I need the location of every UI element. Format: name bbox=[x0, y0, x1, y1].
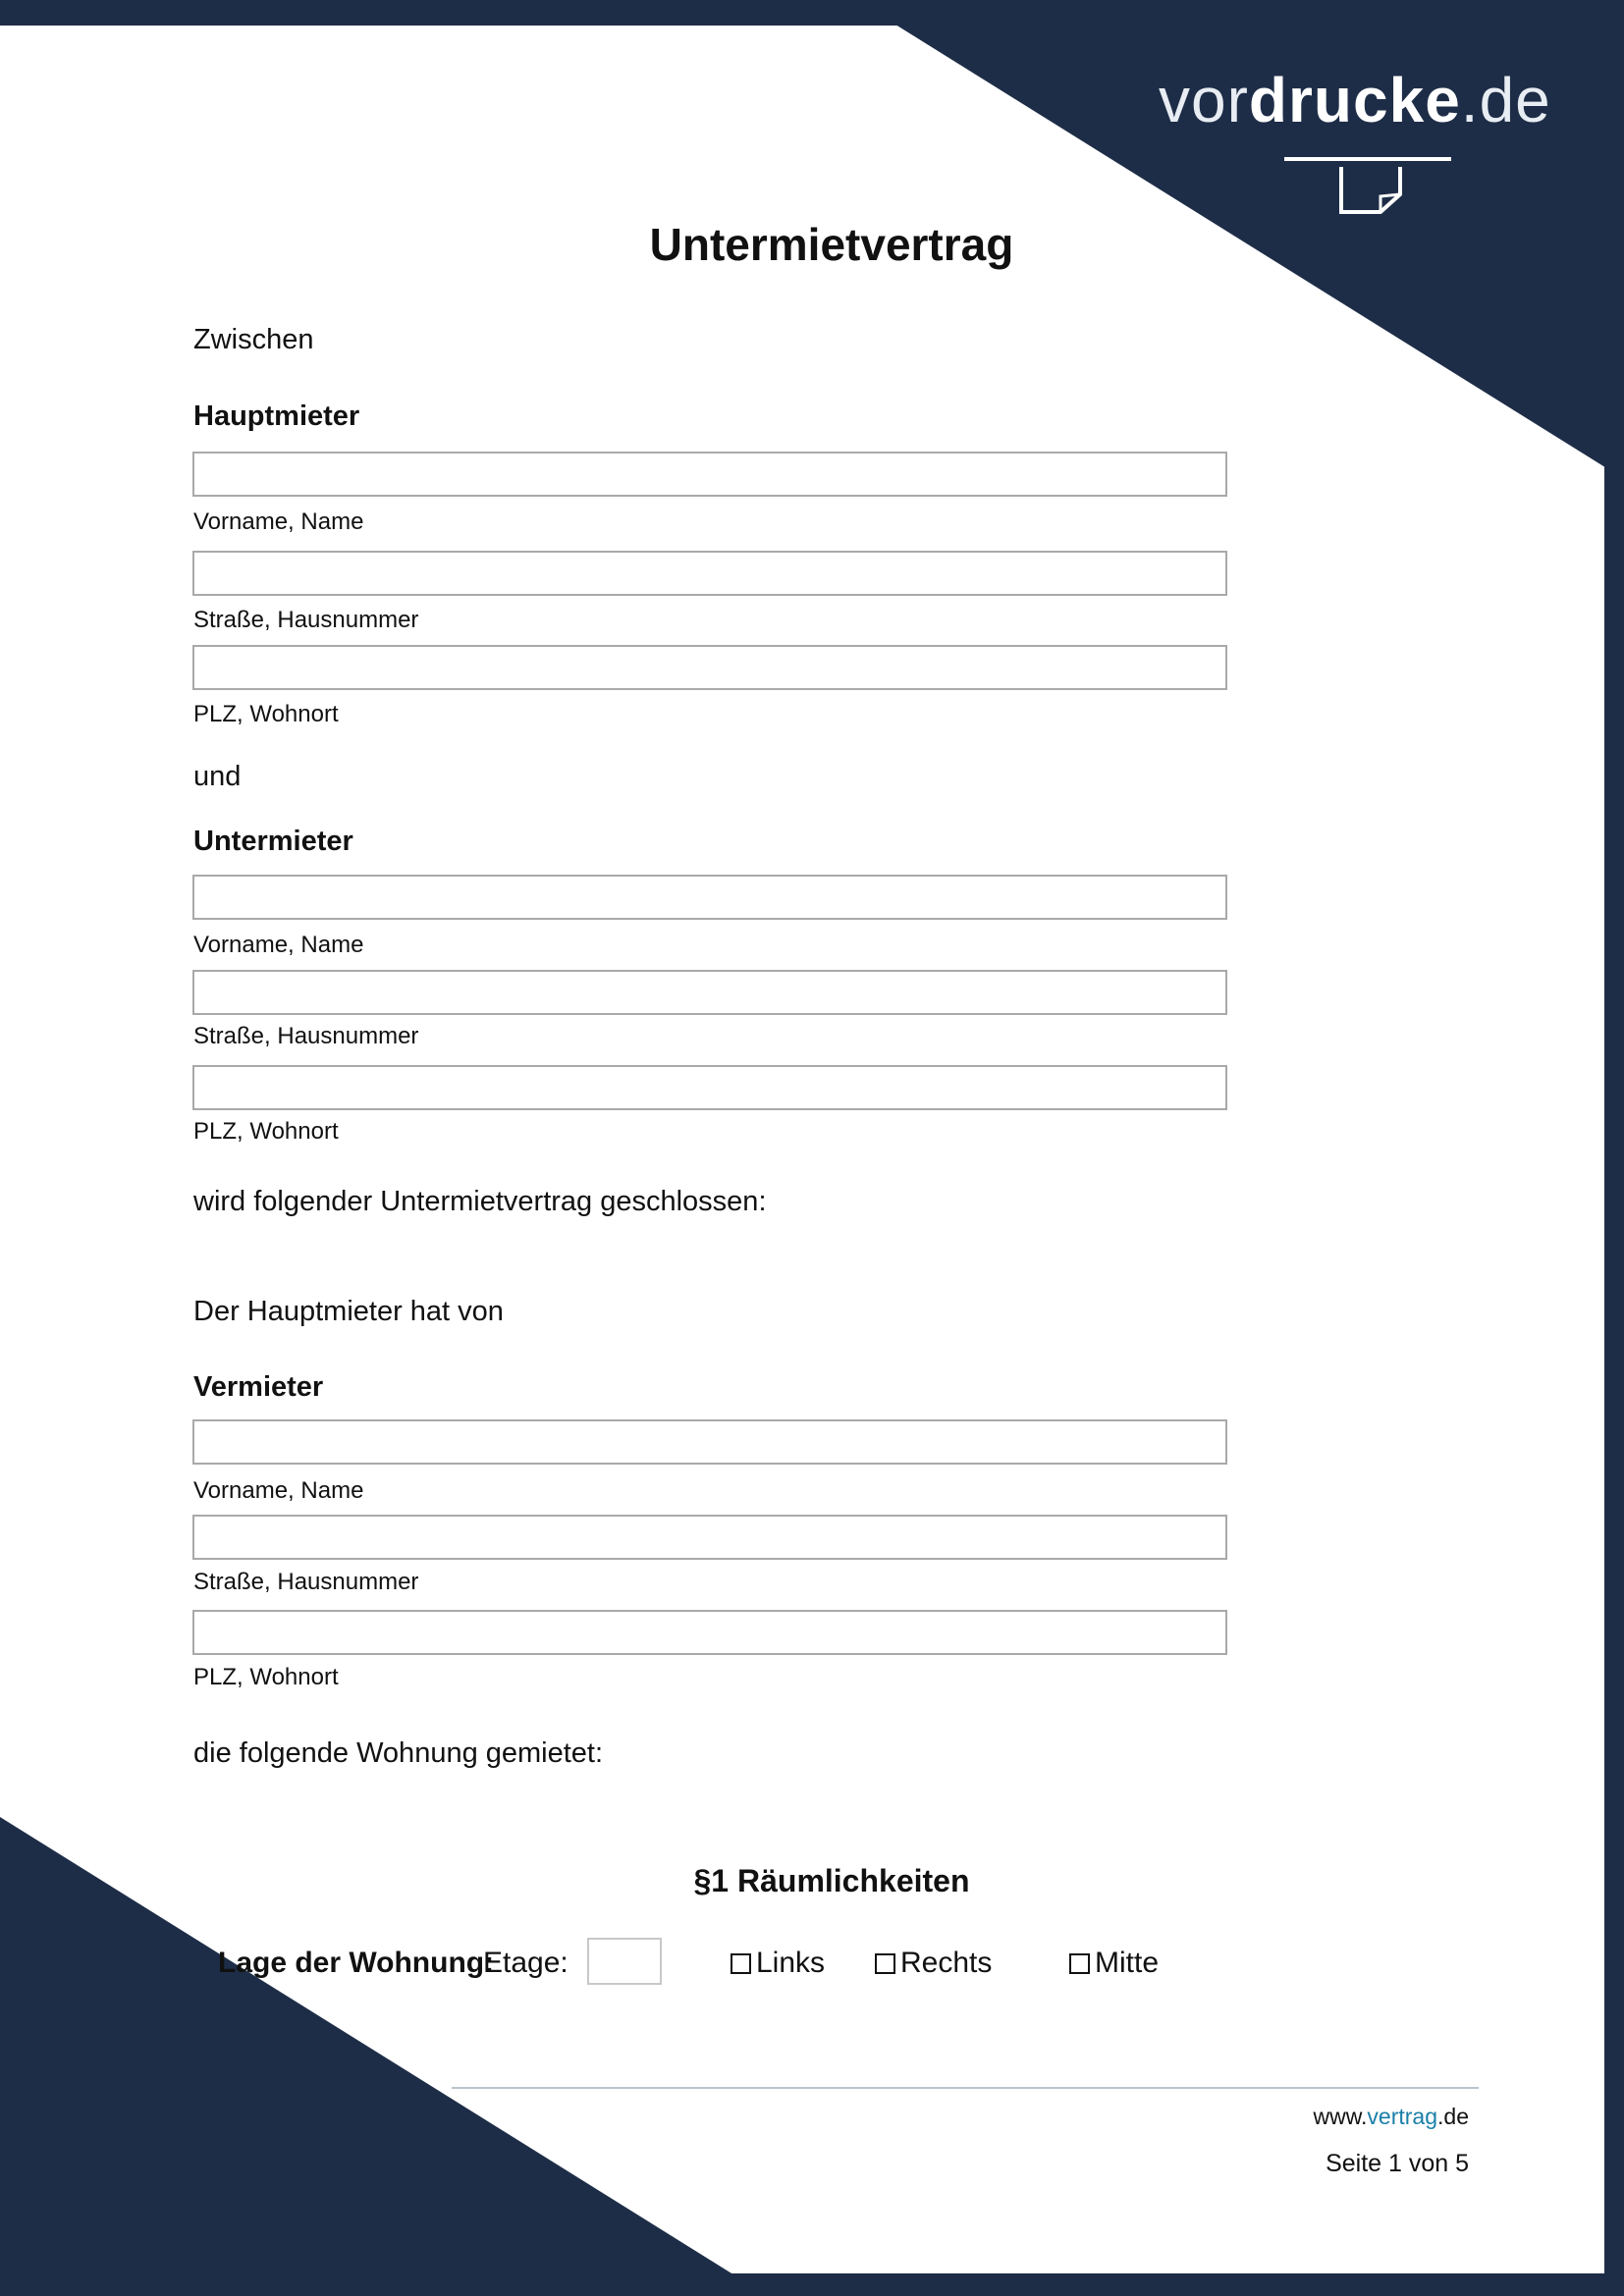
gemietet-text: die folgende Wohnung gemietet: bbox=[193, 1737, 604, 1769]
links-checkbox[interactable] bbox=[731, 1953, 751, 1974]
vermieter-name-field[interactable] bbox=[192, 1419, 1227, 1465]
logo-part1: vor bbox=[1159, 65, 1249, 135]
hauptmieter-city-label: PLZ, Wohnort bbox=[193, 701, 339, 727]
und-text: und bbox=[193, 761, 242, 792]
untermieter-city-field[interactable] bbox=[192, 1065, 1227, 1110]
footer-url-accent: vertrag bbox=[1367, 2104, 1438, 2129]
vermieter-city-field[interactable] bbox=[192, 1610, 1227, 1655]
footer-divider bbox=[452, 2087, 1479, 2089]
untermieter-street-label: Straße, Hausnummer bbox=[193, 1023, 419, 1049]
etage-label: Etage: bbox=[483, 1947, 568, 1979]
footer-url[interactable] bbox=[1313, 2104, 1469, 2130]
untermieter-name-label: Vorname, Name bbox=[193, 932, 364, 958]
intro-text: Zwischen bbox=[193, 324, 314, 355]
footer-url-suffix: .de bbox=[1437, 2104, 1469, 2129]
hauptmieter-heading: Hauptmieter bbox=[193, 400, 360, 432]
option-mitte[interactable] bbox=[1069, 1947, 1159, 1980]
option-rechts[interactable] bbox=[875, 1947, 992, 1980]
hauptmieter-von-text: Der Hauptmieter hat von bbox=[193, 1296, 504, 1327]
page-number: Seite 1 von 5 bbox=[1326, 2150, 1469, 2177]
mitte-label: Mitte bbox=[1095, 1947, 1160, 1979]
document-title: Untermietvertrag bbox=[649, 219, 1014, 270]
untermieter-street-field[interactable] bbox=[192, 970, 1227, 1015]
footer-url-prefix: www. bbox=[1313, 2104, 1368, 2129]
links-label: Links bbox=[756, 1947, 826, 1979]
logo-part2: drucke bbox=[1248, 65, 1461, 135]
etage-input[interactable] bbox=[587, 1938, 662, 1985]
rechts-label: Rechts bbox=[900, 1947, 993, 1979]
hauptmieter-name-label: Vorname, Name bbox=[193, 508, 364, 535]
hauptmieter-street-label: Straße, Hausnummer bbox=[193, 607, 419, 633]
hauptmieter-street-field[interactable] bbox=[192, 551, 1227, 596]
vermieter-city-label: PLZ, Wohnort bbox=[193, 1664, 339, 1690]
closing-sentence: wird folgender Untermietvertrag geschlossen: bbox=[193, 1186, 767, 1217]
untermieter-name-field[interactable] bbox=[192, 875, 1227, 920]
mitte-checkbox[interactable] bbox=[1069, 1953, 1090, 1974]
vermieter-street-label: Straße, Hausnummer bbox=[193, 1569, 419, 1595]
vordrucke-logo bbox=[1159, 65, 1591, 226]
option-links[interactable] bbox=[731, 1947, 825, 1980]
vermieter-name-label: Vorname, Name bbox=[193, 1477, 364, 1504]
rechts-checkbox[interactable] bbox=[875, 1953, 895, 1974]
lage-label: Lage der Wohnung: bbox=[218, 1947, 495, 1979]
hauptmieter-city-field[interactable] bbox=[192, 645, 1227, 690]
logo-part3: .de bbox=[1460, 65, 1551, 135]
section1-title: §1 Räumlichkeiten bbox=[693, 1863, 970, 1898]
logo-wordmark bbox=[1159, 65, 1551, 135]
hauptmieter-name-field[interactable] bbox=[192, 452, 1227, 497]
vermieter-heading: Vermieter bbox=[193, 1371, 324, 1403]
untermieter-city-label: PLZ, Wohnort bbox=[193, 1118, 339, 1145]
vermieter-street-field[interactable] bbox=[192, 1515, 1227, 1560]
untermieter-heading: Untermieter bbox=[193, 826, 353, 857]
